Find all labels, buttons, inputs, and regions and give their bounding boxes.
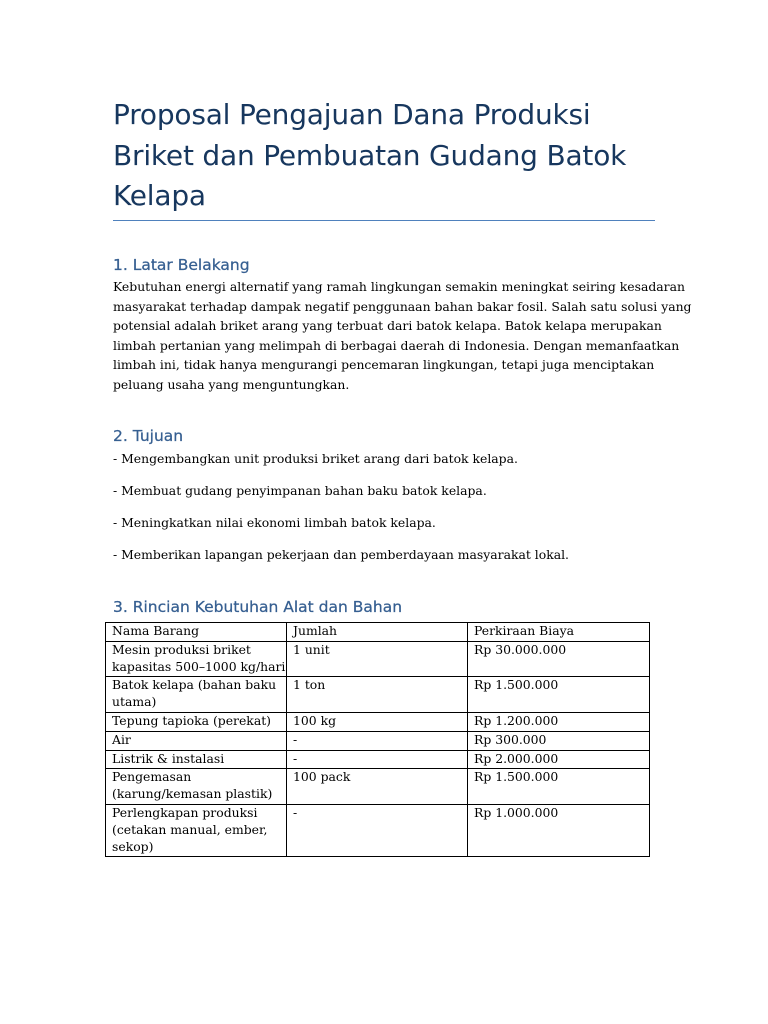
item-name-cell xyxy=(106,641,287,677)
requirements-table xyxy=(105,622,650,857)
item-name-line: utama) xyxy=(112,694,157,710)
goal-item: - Meningkatkan nilai ekonomi limbah batok kelapa. xyxy=(113,515,436,530)
item-cost-cell: Rp 1.500.000 xyxy=(468,677,650,713)
title-divider xyxy=(113,220,655,221)
table-row xyxy=(106,641,650,677)
goal-item: - Mengembangkan unit produksi briket arang dari batok kelapa. xyxy=(113,451,518,466)
item-cost-cell: Rp 30.000.000 xyxy=(468,641,650,677)
item-qty-cell: 1 unit xyxy=(287,641,468,677)
item-name-line: Tepung tapioka (perekat) xyxy=(112,712,272,728)
item-qty-cell: - xyxy=(287,731,468,750)
item-name-cell xyxy=(106,804,287,856)
background-paragraph xyxy=(113,277,692,394)
item-qty-cell: - xyxy=(287,804,468,856)
column-header-cost: Perkiraan Biaya xyxy=(468,623,650,642)
paragraph-line: potensial adalah briket arang yang terbuat dari batok kelapa. Batok kelapa merupakan xyxy=(113,318,662,333)
table-row xyxy=(106,769,650,805)
column-header-name: Nama Barang xyxy=(106,623,287,642)
item-name-line: Air xyxy=(112,731,131,747)
item-name-line: Pengemasan xyxy=(112,769,192,785)
item-name-line: Batok kelapa (bahan baku xyxy=(112,677,277,693)
paragraph-line: masyarakat terhadap dampak negatif penggunaan bahan bakar fosil. Salah satu solusi yang xyxy=(113,298,692,314)
section-heading-requirements: 3. Rincian Kebutuhan Alat dan Bahan xyxy=(113,598,403,616)
item-qty-cell: 100 pack xyxy=(287,769,468,805)
item-cost-cell: Rp 2.000.000 xyxy=(468,750,650,769)
item-name-line: kapasitas 500–1000 kg/hari xyxy=(112,658,286,674)
item-name-line: Mesin produksi briket xyxy=(112,641,251,657)
paragraph-line: limbah ini, tidak hanya mengurangi pencemaran lingkungan, tetapi juga menciptakan xyxy=(113,357,655,372)
item-name-line: Perlengkapan produksi xyxy=(112,804,258,820)
goal-item: - Memberikan lapangan pekerjaan dan pemberdayaan masyarakat lokal. xyxy=(113,547,569,562)
item-name-cell xyxy=(106,750,287,769)
item-name-cell xyxy=(106,731,287,750)
table-row xyxy=(106,712,650,731)
section-heading-goals: 2. Tujuan xyxy=(113,427,184,445)
item-cost-cell: Rp 300.000 xyxy=(468,731,650,750)
paragraph-line: limbah pertanian yang melimpah di berbagai daerah di Indonesia. Dengan memanfaatkan xyxy=(113,337,680,353)
item-name-line: (cetakan manual, ember, xyxy=(112,821,268,837)
section-heading-background: 1. Latar Belakang xyxy=(113,256,250,274)
item-name-cell xyxy=(106,769,287,805)
table-row xyxy=(106,804,650,856)
item-cost-cell: Rp 1.200.000 xyxy=(468,712,650,731)
item-name-cell xyxy=(106,677,287,713)
table-row xyxy=(106,750,650,769)
title-line: Kelapa xyxy=(113,179,206,212)
item-qty-cell: - xyxy=(287,750,468,769)
item-cost-cell: Rp 1.000.000 xyxy=(468,804,650,856)
item-name-line: sekop) xyxy=(112,838,154,854)
table-row xyxy=(106,677,650,713)
document-title xyxy=(113,95,655,217)
title-line: Proposal Pengajuan Dana Produksi xyxy=(113,98,591,131)
column-header-qty: Jumlah xyxy=(287,623,468,642)
goal-item: - Membuat gudang penyimpanan bahan baku batok kelapa. xyxy=(113,483,487,498)
paragraph-line: Kebutuhan energi alternatif yang ramah lingkungan semakin meningkat seiring kesadaran xyxy=(113,279,685,294)
paragraph-line: peluang usaha yang menguntungkan. xyxy=(113,376,350,392)
item-cost-cell: Rp 1.500.000 xyxy=(468,769,650,805)
item-name-line: (karung/kemasan plastik) xyxy=(112,786,273,802)
item-name-cell xyxy=(106,712,287,731)
item-name-line: Listrik & instalasi xyxy=(112,750,225,766)
item-qty-cell: 100 kg xyxy=(287,712,468,731)
item-qty-cell: 1 ton xyxy=(287,677,468,713)
table-row xyxy=(106,731,650,750)
table-header-row xyxy=(106,623,650,642)
title-line: Briket dan Pembuatan Gudang Batok xyxy=(113,138,627,172)
